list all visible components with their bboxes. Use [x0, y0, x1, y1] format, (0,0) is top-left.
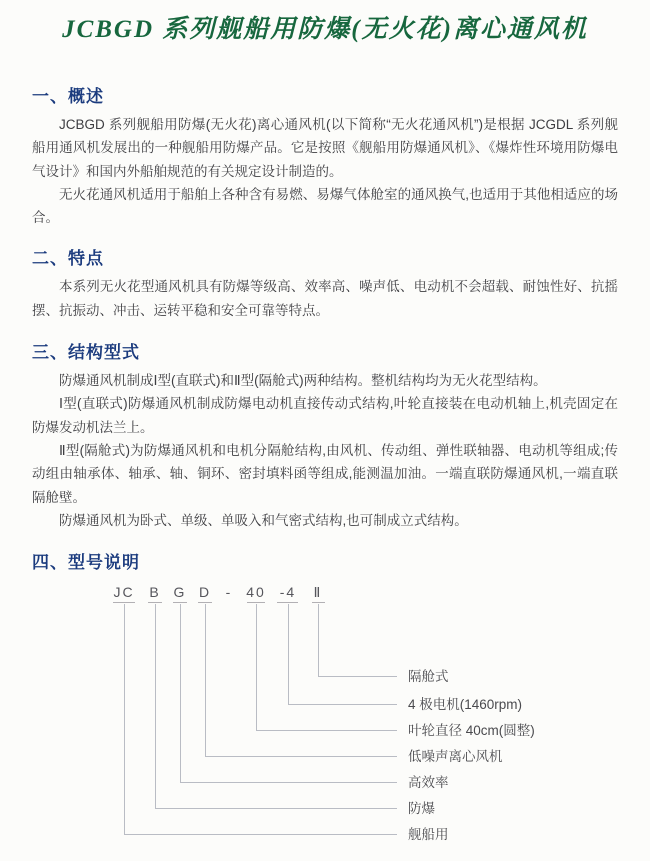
model-code-part-4: -4	[279, 584, 297, 601]
callout-label-4: 4 极电机(1460rpm)	[408, 697, 523, 713]
model-code-part-d: D	[198, 584, 212, 601]
structure-paragraph-3: Ⅱ型(隔舱式)为防爆通风机和电机分隔舱结构,由风机、传动组、弹性联轴器、电动机等组成;传动组由轴承体、轴承、轴、铜环、密封填料函等组成,能测温加油。一端直联防爆通风机,一端直联隔舱壁。	[32, 442, 618, 505]
model-code-part-ii: Ⅱ	[313, 584, 323, 601]
callout-line-vertical-4	[288, 604, 289, 704]
callout-line-horizontal-ii	[318, 676, 397, 677]
overview-paragraph-2: 无火花通风机适用于船舶上各种含有易燃、易爆气体舱室的通风换气,也适用于其他相适应的场合。	[32, 186, 618, 226]
model-code-part-jc: JC	[113, 584, 135, 601]
callout-label-g: 高效率	[408, 775, 449, 791]
callout-line-horizontal-b	[155, 808, 397, 809]
code-tick-b	[148, 602, 162, 603]
callout-label-jc: 舰船用	[408, 827, 449, 843]
model-code-part-b: B	[149, 584, 161, 601]
callout-line-vertical-40	[256, 604, 257, 730]
structure-paragraph-1: 防爆通风机制成Ⅰ型(直联式)和Ⅱ型(隔舱式)两种结构。整机结构均为无火花型结构。	[59, 373, 547, 389]
callout-label-d: 低噪声离心风机	[408, 749, 503, 765]
section-overview	[32, 82, 618, 229]
code-tick-40	[247, 602, 265, 603]
section-structure	[32, 338, 618, 532]
section-model-designation	[32, 548, 618, 861]
section-features-heading: 二、特点	[32, 249, 104, 269]
features-paragraph-1: 本系列无火花型通风机具有防爆等级高、效率高、噪声低、电动机不会超载、耐蚀性好、抗摇摆、抗振动、冲击、运转平稳和安全可靠等特点。	[32, 279, 618, 318]
code-tick-4	[277, 602, 298, 603]
callout-line-horizontal-d	[205, 756, 397, 757]
section-overview-heading: 一、概述	[32, 87, 104, 106]
structure-paragraph-4: 防爆通风机为卧式、单级、单吸入和气密式结构,也可制成立式结构。	[59, 512, 468, 528]
code-tick-d	[198, 602, 212, 603]
section-features	[32, 244, 618, 322]
callout-line-horizontal-4	[288, 704, 397, 705]
overview-paragraph-1: JCBGD 系列舰船用防爆(无火花)离心通风机(以下简称“无火花通风机”)是根据 JCGDL 系列舰船用通风机发展出的一种舰船用防爆产品。它是按照《舰船用防爆通风机》、《爆炸性环境用防爆电气设计》和国内外船舶规范的有关规定设计制造的。	[32, 117, 618, 179]
callout-line-horizontal-40	[256, 730, 397, 731]
model-code-diagram	[0, 573, 650, 861]
section-model-heading: 四、型号说明	[32, 553, 140, 573]
callout-line-vertical-d	[205, 604, 206, 756]
callout-label-40: 叶轮直径 40cm(圆整)	[408, 723, 535, 739]
callout-label-b: 防爆	[408, 801, 435, 817]
callout-label-ii: 隔舱式	[408, 669, 449, 685]
model-code-part-40: 40	[246, 584, 266, 601]
model-code-part-dash: -	[225, 584, 233, 601]
callout-line-horizontal-jc	[124, 834, 397, 835]
structure-paragraph-2: Ⅰ型(直联式)防爆通风机制成防爆电动机直接传动式结构,叶轮直接装在电动机轴上,机壳固定在防爆发动机法兰上。	[32, 396, 618, 435]
code-tick-ii	[312, 602, 325, 603]
callout-line-vertical-b	[155, 604, 156, 808]
callout-line-vertical-g	[180, 604, 181, 782]
model-code-part-g: G	[173, 584, 187, 601]
callout-line-horizontal-g	[180, 782, 397, 783]
document-page	[0, 9, 650, 861]
section-structure-heading: 三、结构型式	[32, 343, 140, 363]
callout-line-vertical-jc	[124, 604, 125, 834]
document-title: JCBGD 系列舰船用防爆(无火花)离心通风机	[62, 16, 588, 43]
code-tick-g	[173, 602, 187, 603]
callout-line-vertical-ii	[318, 604, 319, 676]
code-tick-jc	[113, 602, 135, 603]
